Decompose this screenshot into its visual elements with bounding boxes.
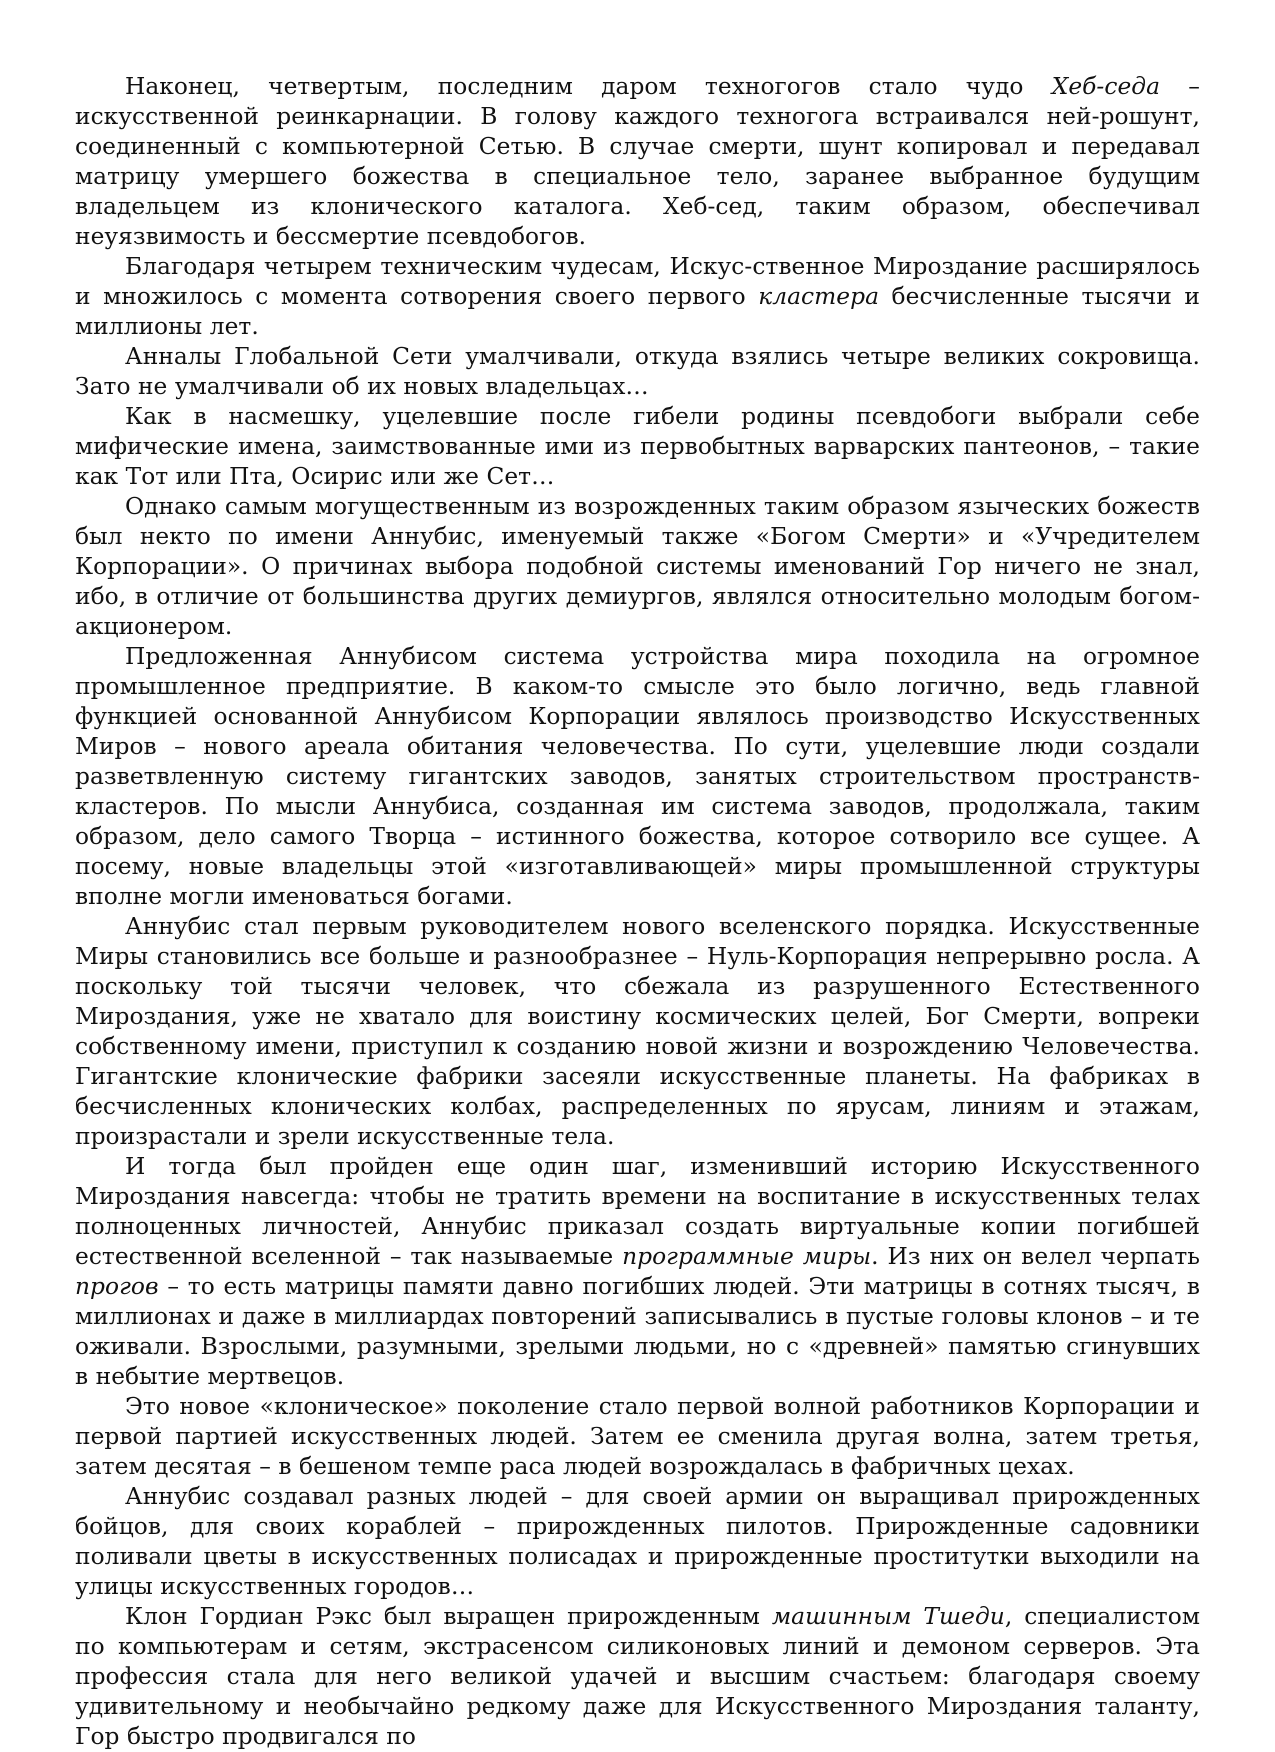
paragraph <box>75 642 1200 912</box>
italic-term: машинным Тшеди <box>771 1603 1005 1630</box>
text-run: Однако самым могущественным из возрожденных таким образом языческих божеств был некто по имени Аннубис, именуемый также «Богом Смерти» и «Учредителем Корпорации». О причинах выбора подобной системы именований Гор ничего не знал, ибо, в отличие от большинства других демиургов, являлся относительно молодым богом-акционером. <box>75 493 1200 640</box>
paragraph <box>75 912 1200 1152</box>
italic-term: программные миры <box>622 1243 872 1270</box>
paragraph <box>75 1152 1200 1392</box>
paragraph <box>75 402 1200 492</box>
text-run: – искусственной реинкарнации. В голову каждого техногога встраивался ней-рошунт, соединенный с компьютерной Сетью. В случае смерти, шунт копировал и передавал матрицу умершего божества в специальное тело, заранее выбранное будущим владельцем из клонического каталога. Хеб-сед, таким образом, обеспечивал неуязвимость и бессмертие псевдобогов. <box>75 73 1200 250</box>
text-run: бесчисленные тысячи и миллионы лет. <box>75 283 1200 340</box>
paragraph <box>75 1482 1200 1602</box>
text-run: . Из них он велел черпать <box>871 1243 1200 1270</box>
paragraph <box>75 492 1200 642</box>
text-run: Это новое «клоническое» поколение стало первой волной работников Корпорации и первой партией искусственных людей. Затем ее сменила другая волна, затем третья, затем десятая – в бешеном темпе раса людей возрождалась в фабричных цехах. <box>75 1393 1200 1480</box>
italic-term: кластера <box>758 283 880 310</box>
text-run: Клон Гордиан Рэкс был выращен прирожденным <box>125 1603 772 1630</box>
paragraph <box>75 252 1200 342</box>
paragraph <box>75 1602 1200 1752</box>
document-page <box>75 72 1200 1752</box>
text-run: Как в насмешку, уцелевшие после гибели родины псевдобоги выбрали себе мифические имена, заимствованные ими из первобытных варварских пантеонов, – такие как Тот или Пта, Осирис или же Сет… <box>75 403 1200 490</box>
text-run: – то есть матрицы памяти давно погибших людей. Эти матрицы в сотнях тысяч, в миллионах и даже в миллиардах повторений записывались в пустые головы клонов – и те оживали. Взрослыми, разумными, зрелыми людьми, но с «древней» памятью сгинувших в небытие мертвецов. <box>75 1273 1200 1390</box>
paragraph <box>75 342 1200 402</box>
italic-term: прогов <box>75 1273 159 1300</box>
text-run: Наконец, четвертым, последним даром техногогов стало чудо <box>125 73 1052 100</box>
text-run: Предложенная Аннубисом система устройства мира походила на огромное промышленное предприятие. В каком-то смысле это было логично, ведь главной функцией основанной Аннубисом Корпорации являлось производство Искусственных Миров – нового ареала обитания человечества. По сути, уцелевшие люди создали разветвленную систему гигантских заводов, занятых строительством пространств-кластеров. По мысли Аннубиса, созданная им система заводов, продолжала, таким образом, дело самого Творца – истинного божества, которое сотворило все сущее. А посему, новые владельцы этой «изготавливающей» миры промышленной структуры вполне могли именоваться богами. <box>75 643 1200 910</box>
text-run: , специалистом по компьютерам и сетям, экстрасенсом силиконовых линий и демоном серверов. Эта профессия стала для него великой удачей и высшим счастьем: благодаря своему удивительному и необычайно редкому даже для Искусственного Мироздания таланту, Гор быстро продвигался по <box>75 1603 1200 1750</box>
paragraph <box>75 1392 1200 1482</box>
paragraph <box>75 72 1200 252</box>
text-run: Благодаря четырем техническим чудесам, Искус-ственное Мироздание расширялось и множилось с момента сотворения своего первого <box>75 253 1200 310</box>
text-run: Аннубис создавал разных людей – для своей армии он выращивал прирожденных бойцов, для своих кораблей – прирожденных пилотов. Прирожденные садовники поливали цветы в искусственных полисадах и прирожденные проститутки выходили на улицы искусственных городов… <box>75 1483 1200 1600</box>
text-run: И тогда был пройден еще один шаг, изменивший историю Искусственного Мироздания навсегда: чтобы не тратить времени на воспитание в искусственных телах полноценных личностей, Аннубис приказал создать виртуальные копии погибшей естественной вселенной – так называемые <box>75 1153 1200 1270</box>
italic-term: Хеб-седа <box>1051 73 1161 100</box>
text-run: Аннубис стал первым руководителем нового вселенского порядка. Искусственные Миры становились все больше и разнообразнее – Нуль-Корпорация непрерывно росла. А поскольку той тысячи человек, что сбежала из разрушенного Естественного Мироздания, уже не хватало для воистину космических целей, Бог Смерти, вопреки собственному имени, приступил к созданию новой жизни и возрождению Человечества. Гигантские клонические фабрики засеяли искусственные планеты. На фабриках в бесчисленных клонических колбах, распределенных по ярусам, линиям и этажам, произрастали и зрели искусственные тела. <box>75 913 1200 1150</box>
text-run: Анналы Глобальной Сети умалчивали, откуда взялись четыре великих сокровища. Зато не умалчивали об их новых владельцах… <box>75 343 1200 400</box>
